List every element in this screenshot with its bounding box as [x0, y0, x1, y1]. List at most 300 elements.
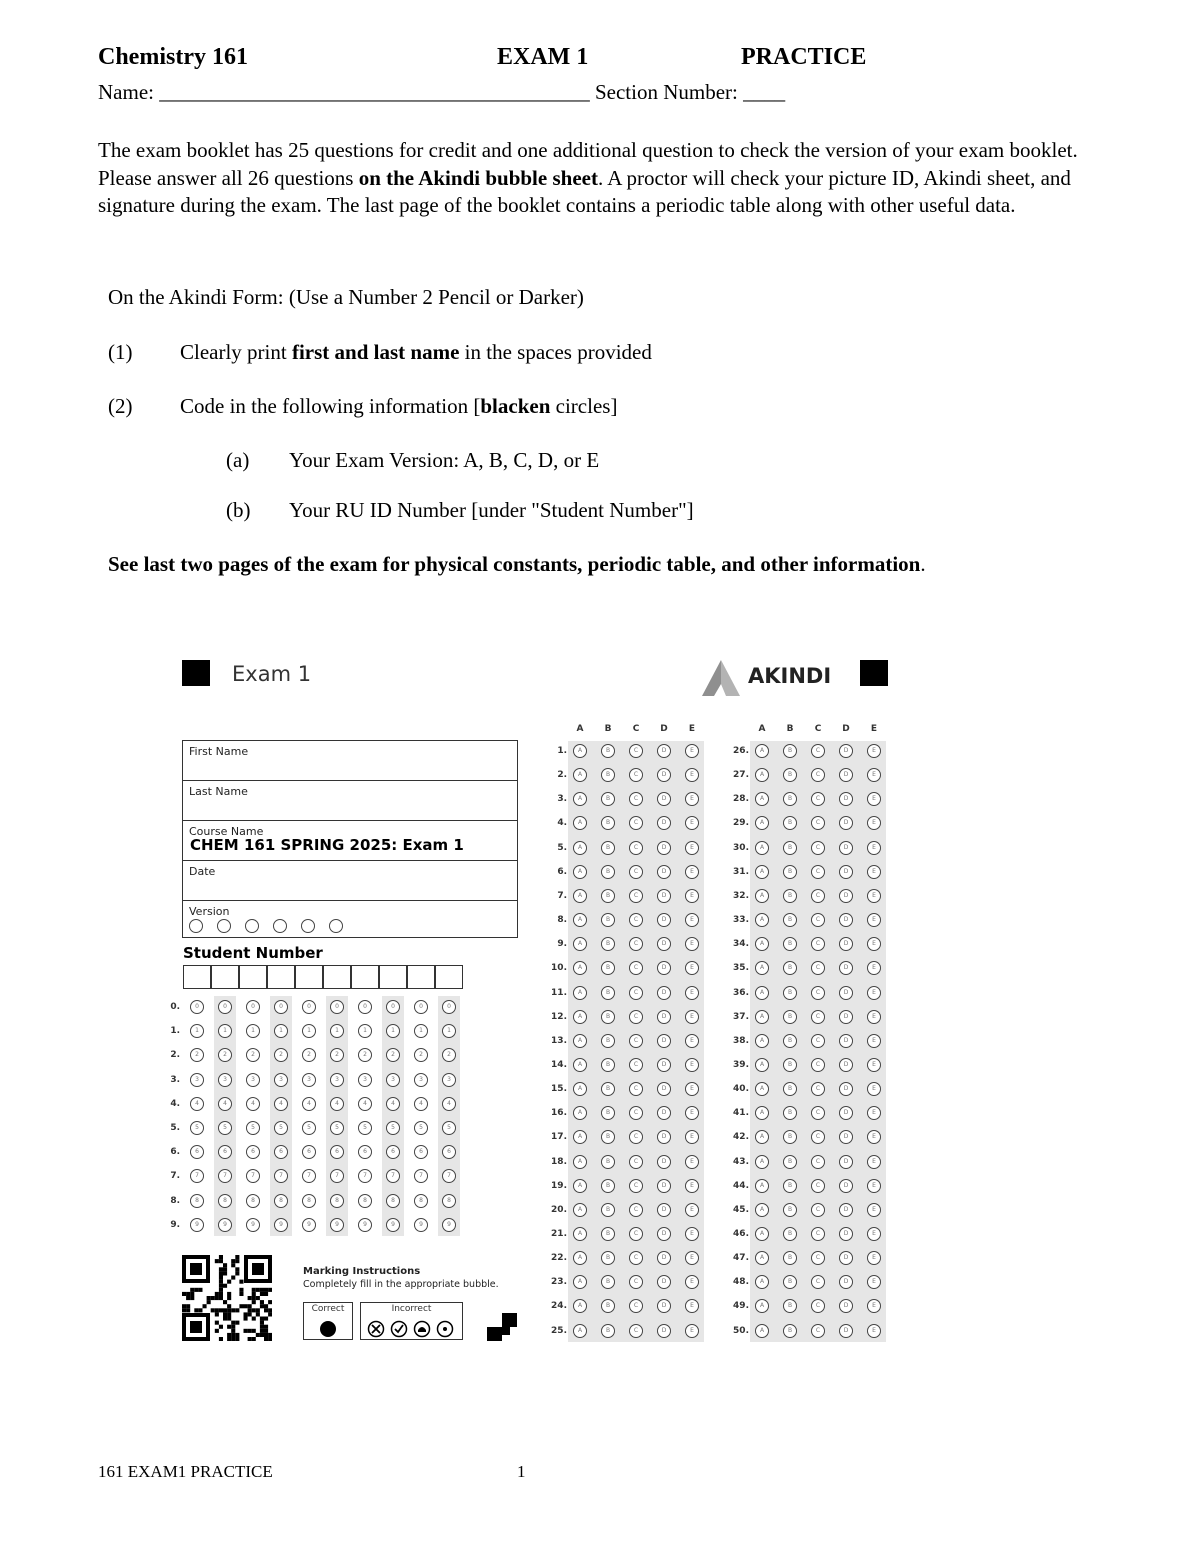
answer-bubble[interactable]: C	[811, 913, 825, 927]
answer-bubble[interactable]: C	[629, 1082, 643, 1096]
answer-bubble[interactable]: E	[867, 1251, 881, 1265]
student-number-bubble[interactable]: 6	[386, 1145, 400, 1159]
answer-bubble[interactable]: B	[783, 816, 797, 830]
answer-bubble[interactable]: D	[839, 1155, 853, 1169]
answer-bubble[interactable]: C	[629, 865, 643, 879]
student-number-bubble[interactable]: 1	[358, 1024, 372, 1038]
answer-bubble[interactable]: C	[811, 744, 825, 758]
answer-bubble[interactable]: A	[755, 961, 769, 975]
answer-bubble[interactable]: C	[811, 1179, 825, 1193]
student-number-bubble[interactable]: 1	[274, 1024, 288, 1038]
student-number-bubble[interactable]: 4	[274, 1097, 288, 1111]
answer-bubble[interactable]: B	[783, 1130, 797, 1144]
version-bubble[interactable]	[217, 919, 231, 933]
answer-bubble[interactable]: B	[783, 1227, 797, 1241]
answer-bubble[interactable]: D	[839, 1179, 853, 1193]
answer-bubble[interactable]: A	[755, 1034, 769, 1048]
answer-bubble[interactable]: C	[629, 986, 643, 1000]
answer-bubble[interactable]: B	[601, 841, 615, 855]
answer-bubble[interactable]: C	[629, 792, 643, 806]
answer-bubble[interactable]: C	[811, 1227, 825, 1241]
answer-bubble[interactable]: B	[601, 1251, 615, 1265]
answer-bubble[interactable]: A	[755, 1179, 769, 1193]
student-number-bubble[interactable]: 8	[442, 1194, 456, 1208]
answer-bubble[interactable]: B	[601, 816, 615, 830]
answer-bubble[interactable]: B	[601, 1179, 615, 1193]
student-number-box[interactable]	[323, 965, 351, 989]
answer-bubble[interactable]: E	[685, 792, 699, 806]
answer-bubble[interactable]: E	[867, 768, 881, 782]
date-field[interactable]	[183, 861, 517, 901]
student-number-bubble[interactable]: 2	[442, 1048, 456, 1062]
answer-bubble[interactable]: B	[783, 1058, 797, 1072]
student-number-bubble[interactable]: 7	[330, 1169, 344, 1183]
student-number-bubble[interactable]: 2	[218, 1048, 232, 1062]
answer-bubble[interactable]: E	[867, 1106, 881, 1120]
answer-bubble[interactable]: B	[601, 889, 615, 903]
answer-bubble[interactable]: E	[685, 1155, 699, 1169]
first-name-field[interactable]	[183, 741, 517, 781]
student-number-bubble[interactable]: 7	[246, 1169, 260, 1183]
answer-bubble[interactable]: E	[685, 1106, 699, 1120]
answer-bubble[interactable]: A	[755, 816, 769, 830]
answer-bubble[interactable]: A	[755, 792, 769, 806]
answer-bubble[interactable]: D	[657, 986, 671, 1000]
answer-bubble[interactable]: D	[839, 1010, 853, 1024]
answer-bubble[interactable]: D	[839, 744, 853, 758]
answer-bubble[interactable]: B	[783, 961, 797, 975]
answer-bubble[interactable]: E	[867, 1324, 881, 1338]
answer-bubble[interactable]: D	[839, 1227, 853, 1241]
answer-bubble[interactable]: C	[629, 937, 643, 951]
answer-bubble[interactable]: A	[573, 744, 587, 758]
answer-bubble[interactable]: C	[629, 1010, 643, 1024]
answer-bubble[interactable]: B	[783, 1179, 797, 1193]
last-name-field[interactable]	[183, 781, 517, 821]
answer-bubble[interactable]: E	[685, 889, 699, 903]
student-number-bubble[interactable]: 4	[218, 1097, 232, 1111]
answer-bubble[interactable]: D	[839, 792, 853, 806]
student-number-bubble[interactable]: 9	[414, 1218, 428, 1232]
answer-bubble[interactable]: B	[783, 913, 797, 927]
student-number-bubble[interactable]: 4	[442, 1097, 456, 1111]
answer-bubble[interactable]: D	[657, 744, 671, 758]
student-number-bubble[interactable]: 8	[358, 1194, 372, 1208]
answer-bubble[interactable]: C	[811, 1082, 825, 1096]
answer-bubble[interactable]: E	[867, 1299, 881, 1313]
answer-bubble[interactable]: A	[755, 1227, 769, 1241]
answer-bubble[interactable]: E	[867, 792, 881, 806]
answer-bubble[interactable]: E	[685, 1058, 699, 1072]
answer-bubble[interactable]: E	[867, 841, 881, 855]
student-number-bubble[interactable]: 7	[190, 1169, 204, 1183]
student-number-bubble[interactable]: 1	[246, 1024, 260, 1038]
answer-bubble[interactable]: B	[783, 1324, 797, 1338]
answer-bubble[interactable]: C	[811, 792, 825, 806]
version-bubble[interactable]	[245, 919, 259, 933]
answer-bubble[interactable]: E	[685, 986, 699, 1000]
answer-bubble[interactable]: B	[783, 1010, 797, 1024]
answer-bubble[interactable]: B	[783, 1155, 797, 1169]
student-number-bubble[interactable]: 3	[414, 1073, 428, 1087]
student-number-bubble[interactable]: 7	[218, 1169, 232, 1183]
answer-bubble[interactable]: B	[601, 937, 615, 951]
answer-bubble[interactable]: A	[573, 792, 587, 806]
answer-bubble[interactable]: D	[839, 889, 853, 903]
answer-bubble[interactable]: C	[811, 816, 825, 830]
student-number-bubble[interactable]: 0	[414, 1000, 428, 1014]
answer-bubble[interactable]: A	[573, 1010, 587, 1024]
student-number-bubble[interactable]: 3	[330, 1073, 344, 1087]
student-number-box[interactable]	[211, 965, 239, 989]
answer-bubble[interactable]: E	[867, 889, 881, 903]
student-number-bubble[interactable]: 3	[190, 1073, 204, 1087]
answer-bubble[interactable]: C	[811, 1058, 825, 1072]
answer-bubble[interactable]: C	[629, 768, 643, 782]
answer-bubble[interactable]: C	[629, 1034, 643, 1048]
student-number-bubble[interactable]: 2	[386, 1048, 400, 1062]
answer-bubble[interactable]: A	[573, 1299, 587, 1313]
answer-bubble[interactable]: B	[601, 961, 615, 975]
answer-bubble[interactable]: A	[573, 1034, 587, 1048]
answer-bubble[interactable]: A	[755, 841, 769, 855]
student-number-bubble[interactable]: 2	[274, 1048, 288, 1062]
version-bubble[interactable]	[189, 919, 203, 933]
answer-bubble[interactable]: D	[839, 986, 853, 1000]
answer-bubble[interactable]: B	[783, 1275, 797, 1289]
student-number-bubble[interactable]: 1	[302, 1024, 316, 1038]
student-number-bubble[interactable]: 4	[302, 1097, 316, 1111]
answer-bubble[interactable]: E	[867, 961, 881, 975]
student-number-bubble[interactable]: 7	[414, 1169, 428, 1183]
student-number-bubble[interactable]: 4	[414, 1097, 428, 1111]
answer-bubble[interactable]: A	[755, 768, 769, 782]
student-number-bubble[interactable]: 2	[302, 1048, 316, 1062]
student-number-bubble[interactable]: 0	[386, 1000, 400, 1014]
answer-bubble[interactable]: A	[573, 1058, 587, 1072]
answer-bubble[interactable]: D	[657, 1299, 671, 1313]
answer-bubble[interactable]: A	[573, 1106, 587, 1120]
student-number-bubble[interactable]: 9	[330, 1218, 344, 1232]
answer-bubble[interactable]: A	[755, 1324, 769, 1338]
answer-bubble[interactable]: E	[685, 937, 699, 951]
answer-bubble[interactable]: B	[783, 889, 797, 903]
student-number-bubble[interactable]: 8	[414, 1194, 428, 1208]
student-number-bubble[interactable]: 7	[274, 1169, 288, 1183]
answer-bubble[interactable]: B	[601, 986, 615, 1000]
answer-bubble[interactable]: E	[685, 1010, 699, 1024]
student-number-bubble[interactable]: 5	[302, 1121, 316, 1135]
student-number-box[interactable]	[267, 965, 295, 989]
answer-bubble[interactable]: A	[755, 937, 769, 951]
answer-bubble[interactable]: D	[657, 1203, 671, 1217]
answer-bubble[interactable]: B	[601, 1227, 615, 1241]
student-number-bubble[interactable]: 8	[190, 1194, 204, 1208]
student-number-bubble[interactable]: 4	[190, 1097, 204, 1111]
student-number-bubble[interactable]: 0	[190, 1000, 204, 1014]
answer-bubble[interactable]: C	[811, 1324, 825, 1338]
answer-bubble[interactable]: D	[657, 1275, 671, 1289]
answer-bubble[interactable]: B	[783, 768, 797, 782]
answer-bubble[interactable]: D	[839, 768, 853, 782]
answer-bubble[interactable]: C	[629, 1227, 643, 1241]
student-number-bubble[interactable]: 1	[386, 1024, 400, 1038]
answer-bubble[interactable]: A	[573, 937, 587, 951]
student-number-bubble[interactable]: 7	[358, 1169, 372, 1183]
answer-bubble[interactable]: D	[657, 1179, 671, 1193]
answer-bubble[interactable]: A	[573, 1155, 587, 1169]
student-number-bubble[interactable]: 5	[386, 1121, 400, 1135]
student-number-bubble[interactable]: 5	[330, 1121, 344, 1135]
answer-bubble[interactable]: A	[755, 889, 769, 903]
answer-bubble[interactable]: B	[783, 841, 797, 855]
answer-bubble[interactable]: B	[783, 986, 797, 1000]
version-bubble[interactable]	[329, 919, 343, 933]
answer-bubble[interactable]: D	[839, 1275, 853, 1289]
answer-bubble[interactable]: B	[783, 792, 797, 806]
answer-bubble[interactable]: E	[867, 1203, 881, 1217]
answer-bubble[interactable]: A	[573, 1179, 587, 1193]
answer-bubble[interactable]: B	[601, 1275, 615, 1289]
answer-bubble[interactable]: E	[867, 1130, 881, 1144]
answer-bubble[interactable]: A	[755, 1299, 769, 1313]
answer-bubble[interactable]: C	[811, 1034, 825, 1048]
answer-bubble[interactable]: C	[629, 1251, 643, 1265]
student-number-bubble[interactable]: 6	[246, 1145, 260, 1159]
answer-bubble[interactable]: D	[839, 1034, 853, 1048]
answer-bubble[interactable]: E	[685, 768, 699, 782]
answer-bubble[interactable]: A	[573, 1275, 587, 1289]
student-number-bubble[interactable]: 6	[190, 1145, 204, 1159]
answer-bubble[interactable]: E	[867, 744, 881, 758]
answer-bubble[interactable]: C	[629, 841, 643, 855]
answer-bubble[interactable]: C	[811, 1130, 825, 1144]
student-number-bubble[interactable]: 9	[246, 1218, 260, 1232]
student-number-bubble[interactable]: 5	[442, 1121, 456, 1135]
answer-bubble[interactable]: B	[601, 1130, 615, 1144]
answer-bubble[interactable]: C	[629, 913, 643, 927]
answer-bubble[interactable]: C	[811, 961, 825, 975]
answer-bubble[interactable]: C	[811, 841, 825, 855]
student-number-bubble[interactable]: 2	[246, 1048, 260, 1062]
answer-bubble[interactable]: C	[629, 1106, 643, 1120]
answer-bubble[interactable]: B	[601, 1010, 615, 1024]
student-number-bubble[interactable]: 9	[442, 1218, 456, 1232]
answer-bubble[interactable]: D	[839, 1203, 853, 1217]
answer-bubble[interactable]: B	[601, 865, 615, 879]
answer-bubble[interactable]: B	[601, 1106, 615, 1120]
answer-bubble[interactable]: A	[573, 1082, 587, 1096]
answer-bubble[interactable]: C	[811, 1010, 825, 1024]
answer-bubble[interactable]: B	[601, 792, 615, 806]
student-number-bubble[interactable]: 3	[274, 1073, 288, 1087]
student-number-box[interactable]	[351, 965, 379, 989]
answer-bubble[interactable]: A	[573, 961, 587, 975]
answer-bubble[interactable]: E	[867, 1034, 881, 1048]
answer-bubble[interactable]: D	[657, 768, 671, 782]
answer-bubble[interactable]: E	[867, 1275, 881, 1289]
answer-bubble[interactable]: C	[811, 1106, 825, 1120]
student-number-bubble[interactable]: 8	[218, 1194, 232, 1208]
answer-bubble[interactable]: A	[573, 841, 587, 855]
student-number-bubble[interactable]: 5	[190, 1121, 204, 1135]
student-number-bubble[interactable]: 2	[330, 1048, 344, 1062]
student-number-bubble[interactable]: 7	[386, 1169, 400, 1183]
answer-bubble[interactable]: E	[867, 1179, 881, 1193]
answer-bubble[interactable]: E	[867, 816, 881, 830]
student-number-bubble[interactable]: 6	[442, 1145, 456, 1159]
answer-bubble[interactable]: B	[783, 1034, 797, 1048]
student-number-bubble[interactable]: 3	[386, 1073, 400, 1087]
answer-bubble[interactable]: C	[629, 1179, 643, 1193]
answer-bubble[interactable]: E	[685, 1251, 699, 1265]
answer-bubble[interactable]: A	[573, 768, 587, 782]
answer-bubble[interactable]: D	[657, 889, 671, 903]
student-number-bubble[interactable]: 7	[302, 1169, 316, 1183]
answer-bubble[interactable]: A	[573, 1227, 587, 1241]
answer-bubble[interactable]: D	[657, 1155, 671, 1169]
student-number-bubble[interactable]: 5	[414, 1121, 428, 1135]
student-number-box[interactable]	[407, 965, 435, 989]
answer-bubble[interactable]: C	[811, 937, 825, 951]
answer-bubble[interactable]: B	[601, 913, 615, 927]
student-number-bubble[interactable]: 6	[330, 1145, 344, 1159]
answer-bubble[interactable]: D	[839, 1106, 853, 1120]
answer-bubble[interactable]: E	[867, 1082, 881, 1096]
student-number-bubble[interactable]: 1	[218, 1024, 232, 1038]
answer-bubble[interactable]: D	[657, 961, 671, 975]
answer-bubble[interactable]: E	[685, 816, 699, 830]
answer-bubble[interactable]: D	[839, 1299, 853, 1313]
answer-bubble[interactable]: D	[657, 1010, 671, 1024]
student-number-bubble[interactable]: 8	[302, 1194, 316, 1208]
answer-bubble[interactable]: D	[657, 816, 671, 830]
student-number-bubble[interactable]: 1	[330, 1024, 344, 1038]
answer-bubble[interactable]: C	[811, 986, 825, 1000]
answer-bubble[interactable]: B	[783, 1106, 797, 1120]
student-number-box[interactable]	[379, 965, 407, 989]
answer-bubble[interactable]: C	[629, 1058, 643, 1072]
student-number-bubble[interactable]: 6	[218, 1145, 232, 1159]
answer-bubble[interactable]: E	[867, 913, 881, 927]
answer-bubble[interactable]: C	[629, 816, 643, 830]
student-number-bubble[interactable]: 0	[274, 1000, 288, 1014]
answer-bubble[interactable]: A	[755, 1275, 769, 1289]
answer-bubble[interactable]: E	[685, 961, 699, 975]
answer-bubble[interactable]: B	[783, 1082, 797, 1096]
answer-bubble[interactable]: E	[685, 1082, 699, 1096]
student-number-bubble[interactable]: 0	[218, 1000, 232, 1014]
answer-bubble[interactable]: D	[839, 841, 853, 855]
student-number-bubble[interactable]: 1	[190, 1024, 204, 1038]
student-number-bubble[interactable]: 8	[386, 1194, 400, 1208]
student-number-bubble[interactable]: 6	[302, 1145, 316, 1159]
answer-bubble[interactable]: E	[685, 1203, 699, 1217]
student-number-bubble[interactable]: 7	[442, 1169, 456, 1183]
answer-bubble[interactable]: D	[657, 792, 671, 806]
answer-bubble[interactable]: D	[839, 1130, 853, 1144]
student-number-bubble[interactable]: 1	[442, 1024, 456, 1038]
student-number-bubble[interactable]: 2	[190, 1048, 204, 1062]
student-number-bubble[interactable]: 6	[358, 1145, 372, 1159]
student-number-bubble[interactable]: 9	[302, 1218, 316, 1232]
student-number-bubble[interactable]: 9	[386, 1218, 400, 1232]
answer-bubble[interactable]: A	[755, 1251, 769, 1265]
answer-bubble[interactable]: B	[601, 1203, 615, 1217]
answer-bubble[interactable]: C	[811, 889, 825, 903]
answer-bubble[interactable]: C	[629, 1324, 643, 1338]
student-number-bubble[interactable]: 2	[414, 1048, 428, 1062]
student-number-box[interactable]	[435, 965, 463, 989]
answer-bubble[interactable]: A	[755, 913, 769, 927]
answer-bubble[interactable]: B	[601, 1155, 615, 1169]
answer-bubble[interactable]: A	[755, 986, 769, 1000]
student-number-bubble[interactable]: 3	[302, 1073, 316, 1087]
answer-bubble[interactable]: E	[685, 1034, 699, 1048]
student-number-bubble[interactable]: 0	[442, 1000, 456, 1014]
answer-bubble[interactable]: A	[573, 889, 587, 903]
answer-bubble[interactable]: B	[601, 744, 615, 758]
answer-bubble[interactable]: D	[657, 1227, 671, 1241]
answer-bubble[interactable]: C	[629, 1130, 643, 1144]
answer-bubble[interactable]: E	[867, 1227, 881, 1241]
answer-bubble[interactable]: D	[839, 961, 853, 975]
answer-bubble[interactable]: D	[839, 1082, 853, 1096]
answer-bubble[interactable]: D	[657, 1058, 671, 1072]
answer-bubble[interactable]: A	[755, 1058, 769, 1072]
student-number-box[interactable]	[239, 965, 267, 989]
answer-bubble[interactable]: C	[629, 1155, 643, 1169]
student-number-bubble[interactable]: 9	[218, 1218, 232, 1232]
answer-bubble[interactable]: D	[839, 1324, 853, 1338]
student-number-bubble[interactable]: 8	[274, 1194, 288, 1208]
answer-bubble[interactable]: D	[839, 865, 853, 879]
student-number-bubble[interactable]: 6	[414, 1145, 428, 1159]
answer-bubble[interactable]: B	[601, 1058, 615, 1072]
answer-bubble[interactable]: D	[839, 816, 853, 830]
answer-bubble[interactable]: D	[839, 1058, 853, 1072]
answer-bubble[interactable]: D	[657, 913, 671, 927]
answer-bubble[interactable]: B	[601, 1034, 615, 1048]
answer-bubble[interactable]: C	[629, 1275, 643, 1289]
student-number-box[interactable]	[183, 965, 211, 989]
answer-bubble[interactable]: E	[867, 1058, 881, 1072]
student-number-bubble[interactable]: 8	[246, 1194, 260, 1208]
student-number-bubble[interactable]: 3	[442, 1073, 456, 1087]
student-number-bubble[interactable]: 6	[274, 1145, 288, 1159]
answer-bubble[interactable]: C	[629, 1203, 643, 1217]
answer-bubble[interactable]: D	[657, 1130, 671, 1144]
answer-bubble[interactable]: A	[755, 1010, 769, 1024]
answer-bubble[interactable]: D	[657, 841, 671, 855]
version-bubble[interactable]	[301, 919, 315, 933]
student-number-bubble[interactable]: 5	[358, 1121, 372, 1135]
answer-bubble[interactable]: A	[573, 865, 587, 879]
answer-bubble[interactable]: C	[629, 744, 643, 758]
answer-bubble[interactable]: E	[685, 1275, 699, 1289]
answer-bubble[interactable]: E	[867, 937, 881, 951]
answer-bubble[interactable]: D	[657, 1251, 671, 1265]
answer-bubble[interactable]: C	[811, 1275, 825, 1289]
answer-bubble[interactable]: E	[685, 1179, 699, 1193]
answer-bubble[interactable]: D	[657, 1034, 671, 1048]
answer-bubble[interactable]: A	[573, 1251, 587, 1265]
student-number-bubble[interactable]: 9	[358, 1218, 372, 1232]
student-number-bubble[interactable]: 3	[218, 1073, 232, 1087]
student-number-bubble[interactable]: 5	[274, 1121, 288, 1135]
student-number-bubble[interactable]: 5	[246, 1121, 260, 1135]
answer-bubble[interactable]: D	[657, 937, 671, 951]
